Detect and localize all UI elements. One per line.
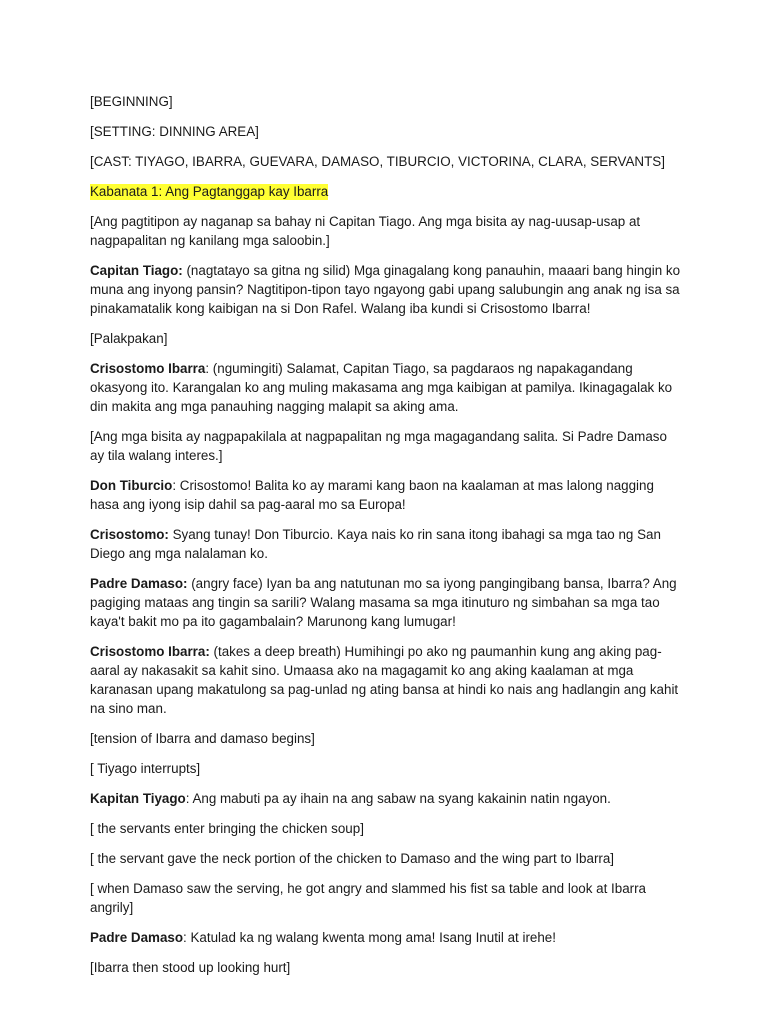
speaker-name: Padre Damaso:	[90, 576, 188, 591]
dialogue-text: : (ngumingiti) Salamat, Capitan Tiago, sa pagdaraos ng napakagandang okasyong ito. Karangalan ko ang muling makasama ang mga kaibigan at pamilya. Ikinagagalak ko din makita ang mga panauhing nagging malapit sa aking ama.	[90, 361, 673, 414]
highlighted-chapter-title: Kabanata 1: Ang Pagtanggap kay Ibarra	[90, 184, 329, 199]
paragraph-text: [Ibarra then stood up looking hurt]	[90, 960, 291, 975]
stage-direction	[90, 849, 682, 868]
dialogue-text: Syang tunay! Don Tiburcio. Kaya nais ko rin sana itong ibahagi sa mga tao ng San Diego ang mga nalalaman ko.	[90, 527, 661, 561]
paragraph-text: [ Tiyago interrupts]	[90, 761, 201, 776]
speaker-name: Don Tiburcio	[90, 478, 173, 493]
dialogue-text: : Ang mabuti pa ay ihain na ang sabaw na syang kakainin natin ngayon.	[185, 791, 611, 806]
paragraph-text: [ when Damaso saw the serving, he got angry and slammed his fist sa table and look at Ibarra angrily]	[90, 881, 647, 915]
speaker-name: Kapitan Tiyago	[90, 791, 186, 806]
chapter-title	[90, 182, 682, 201]
stage-direction	[90, 329, 682, 348]
dialogue-text: (nagtatayo sa gitna ng silid) Mga ginagalang kong panauhin, maaari bang hingin ko muna ang inyong pansin? Nagtitipon-tipon tayo ngayong gabi upang salubungin ang anak ng isa sa pinakamatalik kong kaibigan na si Don Rafel. Walang iba kundi si Crisostomo Ibarra!	[90, 263, 681, 316]
speaker-name: Crisostomo Ibarra:	[90, 644, 210, 659]
paragraph-text: [BEGINNING]	[90, 94, 173, 109]
paragraph-text: [ the servant gave the neck portion of the chicken to Damaso and the wing part to Ibarra]	[90, 851, 615, 866]
dialogue-line	[90, 574, 682, 631]
document-page	[90, 92, 682, 988]
dialogue-line	[90, 525, 682, 563]
speaker-name: Capitan Tiago:	[90, 263, 183, 278]
dialogue-line	[90, 642, 682, 718]
stage-direction	[90, 729, 682, 748]
paragraph-text: [Ang mga bisita ay nagpapakilala at nagpapalitan ng mga magagandang salita. Si Padre Damaso ay tila walang interes.]	[90, 429, 667, 463]
dialogue-text: (angry face) Iyan ba ang natutunan mo sa iyong pangingibang bansa, Ibarra? Ang pagiging mataas ang tingin sa sarili? Walang masama sa mga itinuturo ng simbahan sa mga tao kaya't bakit mo pa ito gagambalain? Marunong kang lumugar!	[90, 576, 677, 629]
cast-line	[90, 152, 682, 171]
dialogue-text: (takes a deep breath) Humihingi po ako ng paumanhin kung ang aking pag-aaral ay nakasakit sa kahit sino. Umaasa ako na magagamit ko ang aking kaalaman at mga karanasan upang makatulong sa pag-unlad ng ating bansa at hindi ko nais ang hadlangin ang kahit na sino man.	[90, 644, 679, 716]
stage-direction	[90, 212, 682, 250]
paragraph-text: [Palakpakan]	[90, 331, 168, 346]
paragraph-text: [tension of Ibarra and damaso begins]	[90, 731, 315, 746]
stage-direction	[90, 819, 682, 838]
speaker-name: Crisostomo:	[90, 527, 169, 542]
dialogue-line	[90, 928, 682, 947]
stage-direction	[90, 958, 682, 977]
stage-direction	[90, 427, 682, 465]
scene-heading-beginning	[90, 92, 682, 111]
paragraph-text: [Ang pagtitipon ay naganap sa bahay ni Capitan Tiago. Ang mga bisita ay nag-uusap-usap at nagpapalitan ng kanilang mga saloobin.]	[90, 214, 641, 248]
dialogue-line	[90, 261, 682, 318]
paragraph-text: [CAST: TIYAGO, IBARRA, GUEVARA, DAMASO, TIBURCIO, VICTORINA, CLARA, SERVANTS]	[90, 154, 665, 169]
stage-direction	[90, 879, 682, 917]
dialogue-line	[90, 476, 682, 514]
speaker-name: Padre Damaso	[90, 930, 184, 945]
dialogue-line	[90, 789, 682, 808]
paragraph-text: [ the servants enter bringing the chicken soup]	[90, 821, 364, 836]
stage-direction	[90, 759, 682, 778]
dialogue-line	[90, 359, 682, 416]
dialogue-text: : Crisostomo! Balita ko ay marami kang baon na kaalaman at mas lalong nagging hasa ang iyong isip dahil sa pag-aaral mo sa Europa!	[90, 478, 654, 512]
setting-line	[90, 122, 682, 141]
speaker-name: Crisostomo Ibarra	[90, 361, 206, 376]
paragraph-text: [SETTING: DINNING AREA]	[90, 124, 259, 139]
dialogue-text: : Katulad ka ng walang kwenta mong ama! Isang Inutil at irehe!	[183, 930, 556, 945]
